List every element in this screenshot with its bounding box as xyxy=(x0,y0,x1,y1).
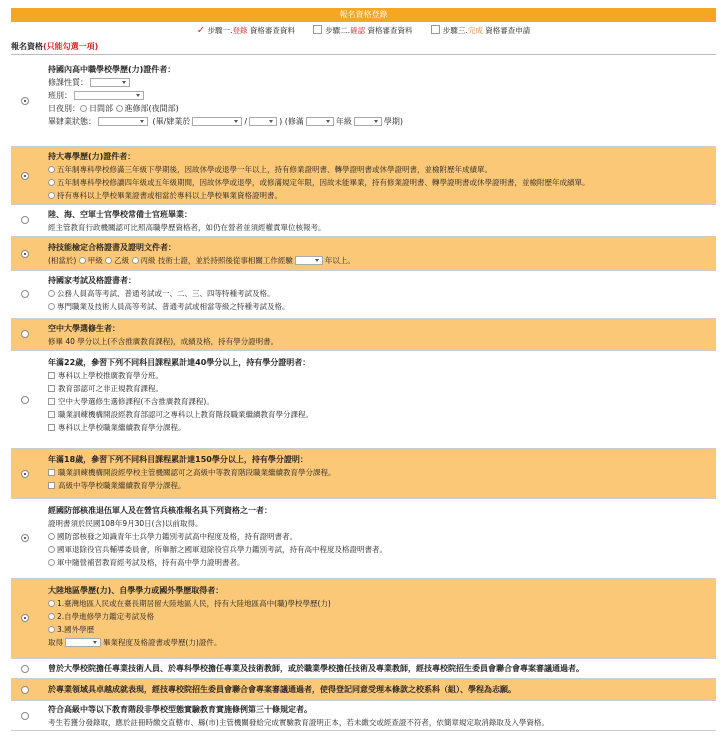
option-label: 2.自學進修學力鑑定考試及格 xyxy=(57,612,155,621)
step-2-suffix: 資格審查資料 xyxy=(367,26,413,35)
qualification-desc: 考生若獲分發錄取，應於註冊時繳交直轄市、縣(市)主管機關發給完成實驗教育證明正本，若未繳交或經查證不符者，依簡章規定取消錄取及入學資格。 xyxy=(48,718,549,727)
qualification-radio[interactable] xyxy=(21,534,29,542)
qualification-title: 持大專學歷(力)證件者： xyxy=(48,152,136,161)
option-radio[interactable] xyxy=(48,546,55,553)
option-label: 職業訓練機構開設經學校主管機關認可之高級中等教育階段職業繼續教育學分課程。 xyxy=(58,468,336,477)
qualification-title: 持技能檢定合格證書及證明文件者： xyxy=(48,243,176,252)
option-radio[interactable] xyxy=(48,559,55,566)
level-c-label: 丙級 技術士證，並於持照後從事相關工作經驗 xyxy=(140,256,293,265)
option-checkbox[interactable] xyxy=(48,469,55,476)
section-note: (只能勾選一項) xyxy=(43,42,99,51)
qualification-row xyxy=(11,449,716,499)
qualification-row xyxy=(11,351,716,449)
qualification-row xyxy=(11,57,716,147)
step-3-suffix: 資格審查申請 xyxy=(485,26,531,35)
qualification-title: 年滿22歲，參習下列不同科目課程累計達40學分以上，持有學分證明者： xyxy=(48,358,311,367)
step-2-prefix: 步驟二. xyxy=(325,26,351,35)
qualification-radio[interactable] xyxy=(21,290,29,298)
option-radio[interactable] xyxy=(48,192,55,199)
option-checkbox[interactable] xyxy=(48,424,55,431)
option-radio[interactable] xyxy=(48,626,55,633)
option-radio[interactable] xyxy=(48,600,55,607)
qualification-row xyxy=(11,237,716,271)
option-label: 高級中等學校職業繼續教育學分課程。 xyxy=(58,481,186,490)
option-label: 3.國外學歷 xyxy=(57,625,95,634)
class-select[interactable] xyxy=(74,91,144,100)
equivalent-label: (相當於) xyxy=(48,256,77,265)
option-radio[interactable] xyxy=(48,303,55,310)
option-label: 公務人員高等考試、普通考試或一、二、三、四等特種考試及格。 xyxy=(57,289,275,298)
qualification-title: 持國家考試及格證書者： xyxy=(48,276,136,285)
obtained-label: 取得 xyxy=(48,638,63,647)
graduation-year-select[interactable] xyxy=(192,117,242,126)
level-c-radio[interactable] xyxy=(132,257,139,264)
degree-level-select[interactable] xyxy=(65,638,101,647)
step-box-icon xyxy=(431,25,440,34)
step-1 xyxy=(197,24,295,38)
qualification-desc: 經主管教育行政機關認可比照高職學歷資格者，如仍在營者並須經權責單位核報考。 xyxy=(48,223,326,232)
option-label: 空中大學選修生選修課程(不含推廣教育課程)。 xyxy=(58,397,214,406)
check-icon: ✓ xyxy=(196,25,206,36)
option-label: 五年制專科學校修讀四年級或五年級期間，因故休學或退學，或修滿規定年限，因故未能畢業，持有修業證明書、轉學證明書或休學證明書，並檢附歷年成績單。 xyxy=(57,178,590,187)
years-select[interactable] xyxy=(295,256,323,265)
qualification-radio[interactable] xyxy=(21,396,29,404)
option-checkbox[interactable] xyxy=(48,411,55,418)
page-title: 報名資格登錄 xyxy=(339,10,388,19)
section-title-text: 報名資格 xyxy=(11,42,43,51)
option-label: 專門職業及技術人員高等考試、普通考試或相當等級之特種考試及格。 xyxy=(57,302,290,311)
option-label: 職業訓練機構開設經教育部認可之專科以上教育階段職業繼續教育學分課程。 xyxy=(58,410,313,419)
qualification-row xyxy=(11,579,716,659)
night-radio[interactable] xyxy=(116,105,123,112)
qualification-row xyxy=(11,319,716,351)
semester-select[interactable] xyxy=(354,117,382,126)
option-label: 五年制專科學校修滿三年級下學期後，因故休學或退學一年以上，持有修業證明書、轉學證明書或休學證明書，並檢附歷年成績單。 xyxy=(57,165,492,174)
graduation-status-label: 畢肄業狀態： xyxy=(48,117,96,126)
step-1-prefix: 步驟一. xyxy=(207,26,233,35)
option-checkbox[interactable] xyxy=(48,385,55,392)
qualification-row xyxy=(11,659,716,679)
option-radio[interactable] xyxy=(48,613,55,620)
semester-label: 學期) xyxy=(383,117,403,126)
qualification-radio[interactable] xyxy=(21,330,29,338)
graduation-status-select[interactable] xyxy=(98,117,148,126)
option-label: 專科以上學校推廣教育學分班。 xyxy=(58,371,163,380)
option-label: 教育部認可之非正規教育課程。 xyxy=(58,384,163,393)
level-a-label: 甲級 xyxy=(87,256,103,265)
qualification-title: 持國內高中職學校學歷(力)證件者： xyxy=(48,65,176,74)
degree-label: 畢業程度及格證書或學歷(力)證件。 xyxy=(103,638,222,647)
day-night-label: 日夜別： xyxy=(48,104,80,113)
qualification-desc: 修畢 40 學分以上(不含推廣教育課程)，成績及格，持有學分證明書。 xyxy=(48,337,279,346)
level-a-radio[interactable] xyxy=(79,257,86,264)
step-3-prefix: 步驟三. xyxy=(442,26,468,35)
step-3 xyxy=(431,24,530,38)
completed-label: ) (修滿 xyxy=(279,117,304,126)
qualification-row xyxy=(11,499,716,579)
step-2-highlight: 確認 xyxy=(350,26,366,35)
option-radio[interactable] xyxy=(48,166,55,173)
years-label: 年以上。 xyxy=(324,256,355,265)
qualification-radio[interactable] xyxy=(21,172,29,180)
grade-select[interactable] xyxy=(306,117,334,126)
qualification-title: 符合高級中等以下教育階段非學校型態實驗教育實施條例第三十條規定者。 xyxy=(48,705,312,714)
graduation-month-select[interactable] xyxy=(249,117,277,126)
qualification-title: 大陸地區學歷(力)、自學學力或國外學歷取得者： xyxy=(48,586,224,595)
option-label: 國軍退除役官兵輔導委員會，所舉辦之國軍退除役官兵學力鑑別考試，持有高中程度及格證明書者。 xyxy=(57,545,387,554)
qualification-radio[interactable] xyxy=(21,614,29,622)
step-1-highlight: 登錄 xyxy=(232,26,248,35)
level-b-radio[interactable] xyxy=(105,257,112,264)
option-checkbox[interactable] xyxy=(48,482,55,489)
day-label: 日間部 xyxy=(89,104,113,113)
qualification-row xyxy=(11,701,716,731)
qualification-radio[interactable] xyxy=(21,216,29,224)
option-radio[interactable] xyxy=(48,533,55,540)
page-header xyxy=(11,8,716,22)
qualification-row xyxy=(11,205,716,237)
option-radio[interactable] xyxy=(48,290,55,297)
option-radio[interactable] xyxy=(48,179,55,186)
qualification-row xyxy=(11,271,716,319)
day-radio[interactable] xyxy=(80,105,87,112)
qualification-row xyxy=(11,147,716,205)
qualification-radio[interactable] xyxy=(21,250,29,258)
qualification-radio[interactable] xyxy=(21,470,29,478)
qualification-radio[interactable] xyxy=(21,712,29,720)
qualification-title: 陸、海、空軍士官學校常備士官班畢業： xyxy=(48,210,192,219)
step-indicator xyxy=(0,24,727,38)
option-label: 國防部核發之知識青年士兵學力鑑別考試高中程度及格，持有證明書者。 xyxy=(57,532,297,541)
option-label: 專科以上學校職業繼續教育學分課程。 xyxy=(58,423,186,432)
qualification-title: 經國防部核准退伍軍人及在營官兵核准報名具下列資格之一者： xyxy=(48,506,272,515)
grade-label: 年級 xyxy=(335,117,352,126)
option-label: 持有專科以上學校畢業證書或相當於專科以上學校畢業資格證明書。 xyxy=(57,191,282,200)
course-type-label: 修課性質： xyxy=(48,78,88,87)
qualification-title: 年滿18歲，參習下列不同科目課程累計達150學分以上，持有學分證明： xyxy=(48,455,308,464)
section-title xyxy=(11,40,716,55)
qualification-title: 於專業領域具卓越成就表現，經技專校院招生委員會聯合會專案審議通過者，使得登記同意受理本條款之校系科（組）、學程為志願。 xyxy=(48,685,516,694)
night-label: 進修部(夜間部) xyxy=(124,104,179,113)
option-label: 1.臺灣地區人民或在臺長期居留大陸地區人民，持有大陸地區高中(職)學校學歷(力) xyxy=(57,599,331,608)
qualification-note: 證明書須於民國108年9月30日(含)以前取得。 xyxy=(48,519,203,528)
qualification-radio[interactable] xyxy=(21,686,29,694)
qualification-title: 曾於大學校院擔任專業技術人員、於專科學校擔任專業及技術教師，或於職業學校擔任技術及專業教師，經技專校院招生委員會聯合會專案審議通過者。 xyxy=(48,664,584,673)
level-b-label: 乙級 xyxy=(114,256,130,265)
date-separator: / xyxy=(244,117,248,126)
option-checkbox[interactable] xyxy=(48,372,55,379)
step-2 xyxy=(313,24,412,38)
graduated-at-label: (畢/肄業於 xyxy=(152,117,191,126)
qualification-radio[interactable] xyxy=(21,665,29,673)
step-1-suffix: 資格審查資料 xyxy=(249,26,295,35)
option-checkbox[interactable] xyxy=(48,398,55,405)
course-type-select[interactable] xyxy=(90,78,130,87)
step-3-highlight: 完成 xyxy=(467,26,483,35)
option-label: 軍中隨營補習教育經考試及格，持有高中學力證明書者。 xyxy=(57,558,245,567)
qualification-title: 空中大學選修生者： xyxy=(48,324,120,333)
qualification-radio[interactable] xyxy=(21,97,29,105)
class-label: 班別： xyxy=(48,91,72,100)
qualification-row xyxy=(11,679,716,701)
step-box-icon xyxy=(313,25,322,34)
